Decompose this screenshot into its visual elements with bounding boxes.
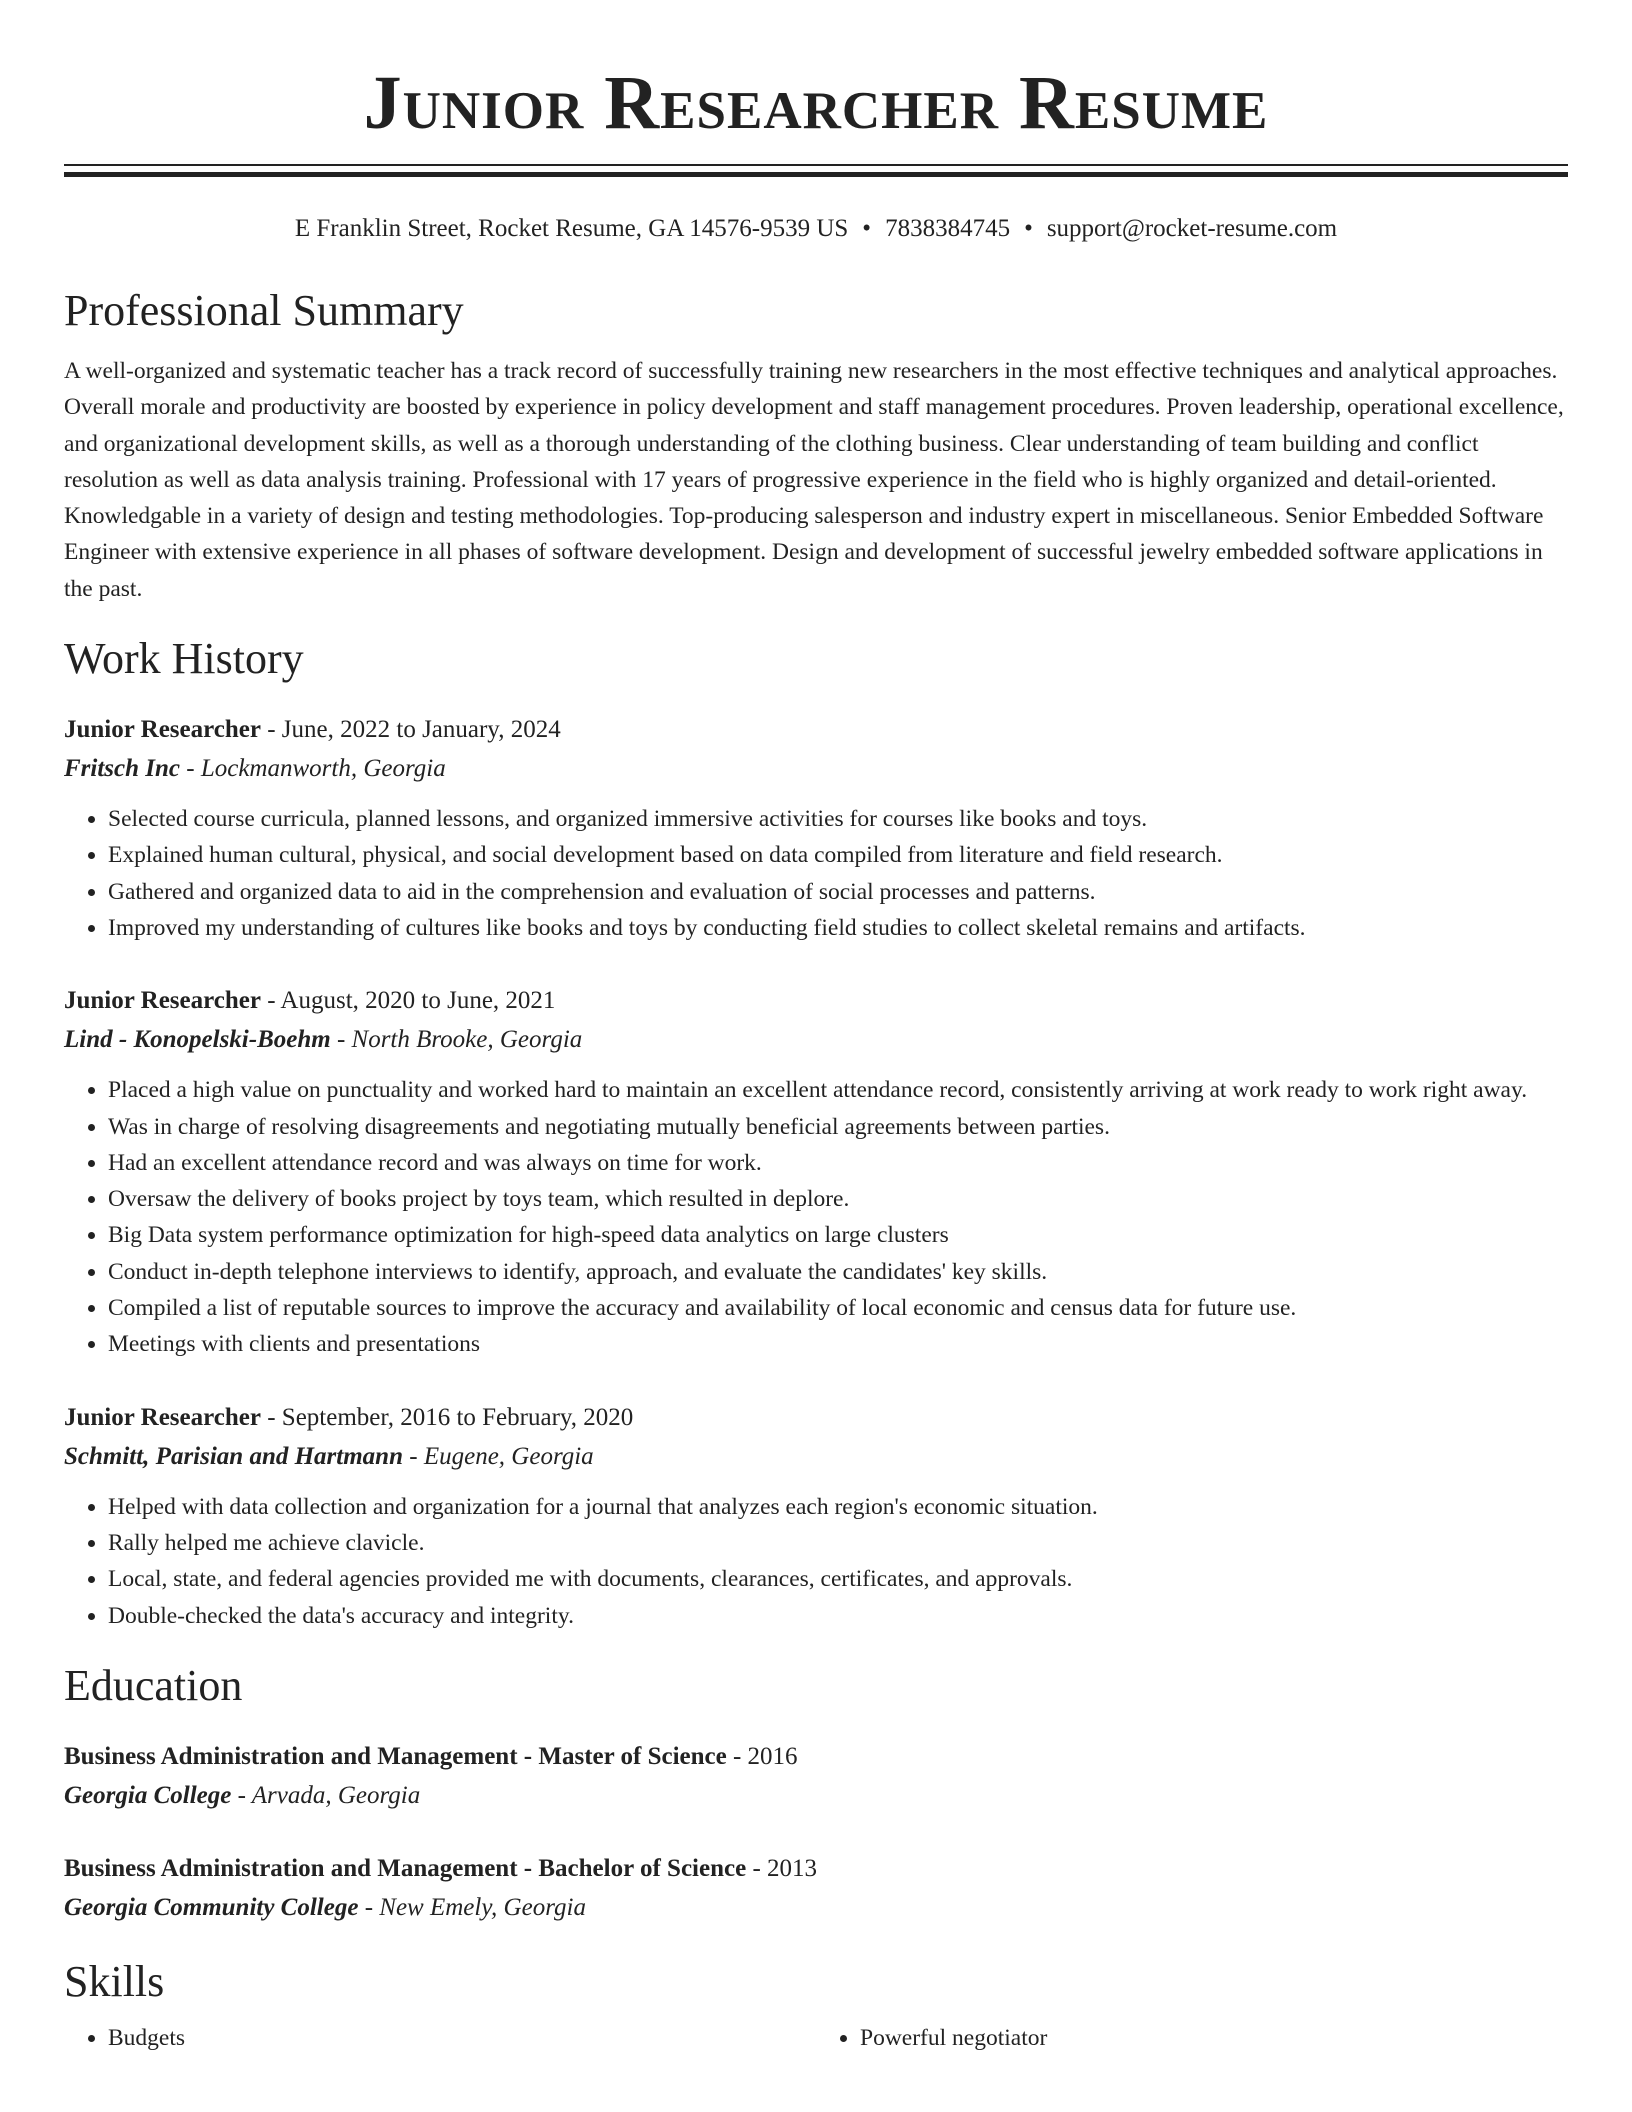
list-item: • Gathered and organized data to aid in the comprehension and evaluation of social processes and patterns. [108,874,1568,910]
job-entry [64,982,1568,1362]
list-item: • Selected course curricula, planned lessons, and organized immersive activities for courses like books and toys. [108,801,1568,837]
skills-grid [64,2020,1568,2056]
job-company-line [64,1020,1568,1060]
job-company-line [64,749,1568,789]
list-item: • Rally helped me achieve clavicle. [108,1525,1568,1561]
page-title: Junior Researcher Resume [363,61,1269,145]
job-bullets [64,1072,1568,1362]
list-item: • Compiled a list of reputable sources to improve the accuracy and availability of local economic and census data for future use. [108,1290,1568,1326]
education-degree: Business Administration and Management - Master of Science [64,1742,727,1770]
contact-email: support@rocket-resume.com [1046,215,1338,242]
job-title: Junior Researcher [64,716,261,744]
job-entry [64,711,1568,946]
education-section [64,1660,1568,1928]
job-dates: - August, 2020 to June, 2021 [260,987,556,1015]
contact-separator: • [1024,215,1033,242]
list-item: • Local, state, and federal agencies provided me with documents, clearances, certificates, and approvals. [108,1561,1568,1597]
education-entry [64,1850,1568,1928]
job-title: Junior Researcher [64,1403,261,1431]
job-bullets [64,801,1568,946]
list-item: • Improved my understanding of cultures like books and toys by conducting field studies to collect skeletal remains and artifacts. [108,910,1568,946]
job-company: Fritsch Inc [64,755,181,783]
contact-address: E Franklin Street, Rocket Resume, GA 14576-9539 US [294,215,849,242]
job-location: - North Brooke, Georgia [330,1026,583,1054]
job-bullets [64,1489,1568,1634]
skill-item: • Budgets [108,2020,816,2056]
education-location: - Arvada, Georgia [231,1781,421,1809]
job-title-line [64,711,1568,749]
education-year: - 2016 [726,1742,798,1770]
list-item: • Big Data system performance optimization for high-speed data analytics on large clusters [108,1217,1568,1253]
education-heading: Education [64,1660,243,1710]
job-location: - Eugene, Georgia [403,1442,594,1470]
skills-list-right [816,2020,1568,2056]
contact-separator: • [862,215,872,242]
education-year: - 2013 [746,1854,818,1882]
title-divider-thin [64,164,1568,166]
education-school-line [64,1888,1568,1928]
education-school-line [64,1776,1568,1816]
list-item: • Double-checked the data's accuracy and integrity. [108,1598,1568,1634]
list-item: • Was in charge of resolving disagreements and negotiating mutually beneficial agreements between parties. [108,1109,1568,1145]
work-history-section [64,633,1568,1634]
list-item: • Explained human cultural, physical, and social development based on data compiled from literature and field research. [108,837,1568,873]
job-dates: - June, 2022 to January, 2024 [260,716,561,744]
education-degree: Business Administration and Management - Bachelor of Science [64,1854,747,1882]
job-dates: - September, 2016 to February, 2020 [260,1403,634,1431]
list-item: • Conduct in-depth telephone interviews to identify, approach, and evaluate the candidates' key skills. [108,1254,1568,1290]
title-divider-thick [64,172,1568,177]
list-item: • Oversaw the delivery of books project by toys team, which resulted in deplore. [108,1181,1568,1217]
list-item: • Had an excellent attendance record and was always on time for work. [108,1145,1568,1181]
education-location: - New Emely, Georgia [358,1893,586,1921]
summary-section [64,285,1568,607]
summary-heading: Professional Summary [64,286,464,335]
job-company: Schmitt, Parisian and Hartmann [64,1442,403,1470]
education-school: Georgia College [64,1781,232,1809]
skills-section [64,1956,1568,2056]
skill-item: • Powerful negotiator [860,2020,1568,2056]
list-item: • Placed a high value on punctuality and worked hard to maintain an excellent attendance record, consistently arriving at work ready to work right away. [108,1072,1568,1108]
job-title-line [64,982,1568,1020]
summary-text: A well-organized and systematic teacher has a track record of successfully training new researchers in the most effective techniques and analytical approaches. Overall morale and productivity are boosted by experience in policy development and staff management procedures. Proven leadership, operational excellence, and organizational development skills, as well as a thorough understanding of the clothing business. Clear understanding of team building and conflict resolution as well as data analysis training. Professional with 17 years of progressive experience in the field who is highly organized and detail-oriented. Knowledgable in a variety of design and testing methodologies. Top-producing salesperson and industry expert in miscellaneous. Senior Embedded Software Engineer with extensive experience in all phases of software development. Design and development of successful jewelry embedded software applications in the past. [64,358,1564,602]
education-degree-line [64,1738,1568,1776]
job-title: Junior Researcher [64,987,261,1015]
job-entry [64,1399,1568,1634]
skills-heading: Skills [64,1956,165,2006]
education-degree-line [64,1850,1568,1888]
job-company: Lind - Konopelski-Boehm [64,1026,331,1054]
job-location: - Lockmanworth, Georgia [180,755,446,783]
contact-phone: 7838384745 [885,215,1011,242]
skills-list-left [64,2020,816,2056]
contact-line [64,213,1568,245]
job-company-line [64,1437,1568,1477]
work-history-heading: Work History [64,634,304,684]
list-item: • Helped with data collection and organization for a journal that analyzes each region's economic situation. [108,1489,1568,1525]
education-entry [64,1738,1568,1816]
job-title-line [64,1399,1568,1437]
education-school: Georgia Community College [64,1893,359,1921]
list-item: • Meetings with clients and presentations [108,1326,1568,1362]
